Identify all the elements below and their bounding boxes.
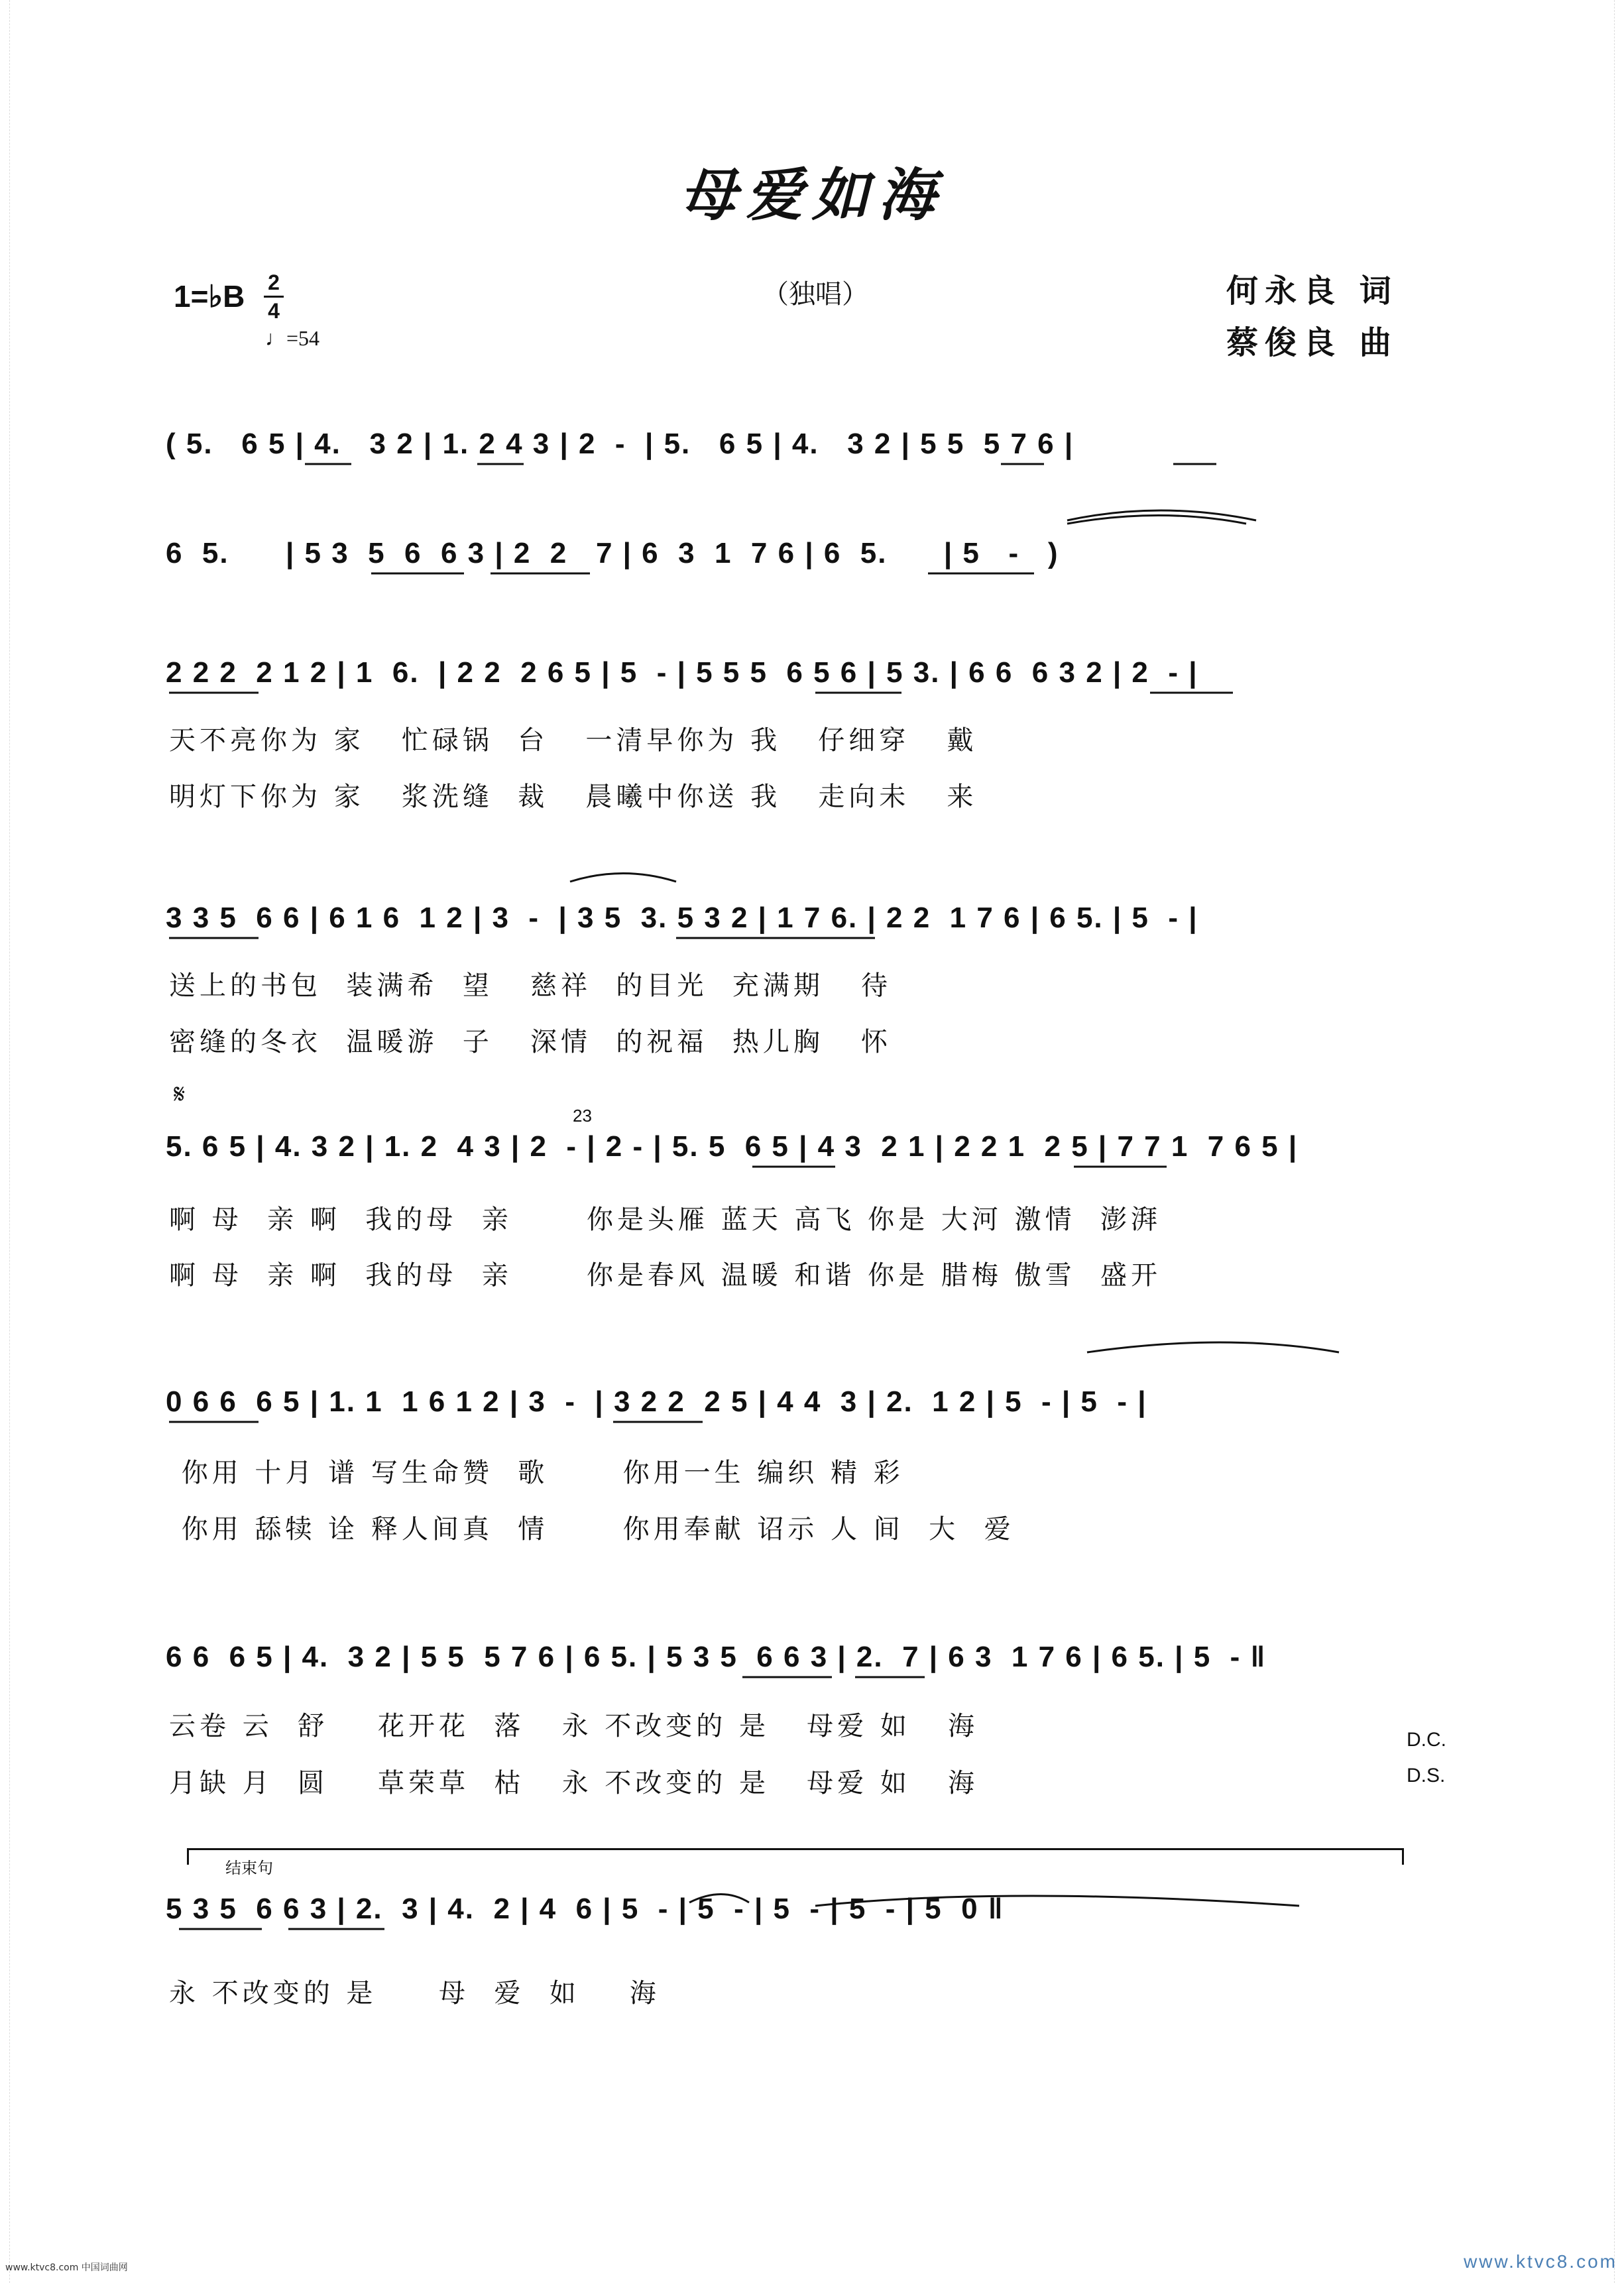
notes-line-4: 3 3 5 6 6 | 6 1 6 1 2 | 3 - | 3 5 3. 5 3 2 | 1 7 6. | 2 2 1 7 6 | 6 5. | 5 - | — [166, 902, 1198, 934]
grace-notes: 23 — [573, 1106, 592, 1126]
slur-5 — [815, 1896, 1299, 1906]
notes-line-1: ( 5. 6 5 | 4. 3 2 | 1. 2 4 3 | 2 - | 5. 6 5 | 4. 3 2 | 5 5 5 7 6 | — [166, 428, 1074, 460]
time-signature-top: 2 — [268, 270, 280, 294]
song-title: 母爱如海 — [679, 162, 945, 229]
key-signature: 1=♭B — [174, 279, 245, 314]
notes-line-8: 5 3 5 6 6 3 | 2. 3 | 4. 2 | 4 6 | 5 - | 5 - | 5 - | 5 - | 5 0 ‖ — [166, 1893, 1004, 1925]
notes-line-7: 6 6 6 5 | 4. 3 2 | 5 5 5 7 6 | 6 5. | 5 3 5 6 6 3 | 2. 7 | 6 3 1 7 6 | 6 5. | 5 - ‖ — [166, 1641, 1267, 1673]
lyrics-line-7a: 云卷 云 舒 花开花 落 永 不改变的 是 母爱 如 海 — [169, 1711, 979, 1741]
notes-line-6: 0 6 6 6 5 | 1. 1 1 6 1 2 | 3 - | 3 2 2 2 5 | 4 4 3 | 2. 1 2 | 5 - | 5 - | — [166, 1385, 1147, 1418]
lyrics-line-4a: 送上的书包 装满希 望 慈祥 的目光 充满期 待 — [169, 970, 892, 1001]
lyrics-line-3a: 天不亮你为 家 忙碌锅 台 一清早你为 我 仔细穿 戴 — [169, 725, 978, 756]
time-signature-bottom: 4 — [268, 299, 280, 323]
notes-line-5: 5. 6 5 | 4. 3 2 | 1. 2 4 3 | 2 - | 2 - | 5. 5 6 5 | 4 3 2 1 | 2 2 1 2 5 | 7 7 1 7 6 5 | — [166, 1130, 1299, 1163]
footer-watermark: www.ktvc8.com — [1464, 2251, 1617, 2272]
slur-2 — [1067, 516, 1246, 524]
segno-sign: 𝄋 — [174, 1079, 186, 1110]
ending-label: 结束句 — [225, 1859, 273, 1877]
lyrics-line-4b: 密缝的冬衣 温暖游 子 深情 的祝福 热儿胸 怀 — [169, 1027, 892, 1057]
slur-3 — [570, 874, 676, 882]
lyrics-line-3b: 明灯下你为 家 浆洗缝 裁 晨曦中你送 我 走向未 来 — [169, 782, 978, 812]
notes-line-3: 2 2 2 2 1 2 | 1 6. | 2 2 2 6 5 | 5 - | 5 5 5 6 5 6 | 5 3. | 6 6 6 3 2 | 2 - | — [166, 656, 1198, 689]
ds-marking: D.S. — [1407, 1765, 1446, 1786]
tempo-marking: ♩=54 — [265, 326, 320, 350]
lyricist-credit: 何永良 词 — [1226, 272, 1398, 310]
slur-4 — [1087, 1342, 1339, 1352]
lyrics-line-8a: 永 不改变的 是 母 爱 如 海 — [169, 1978, 660, 2009]
notes-line-2: 6 5. | 5 3 5 6 6 3 | 2 2 7 | 6 3 1 7 6 | 6 5. | 5 - ) — [166, 537, 1059, 569]
lyrics-line-5a: 啊 母 亲 啊 我的母 亲 你是头雁 蓝天 高飞 你是 大河 激情 澎湃 — [169, 1204, 1162, 1235]
lyrics-line-6b: 你用 舔犊 诠 释人间真 情 你用奉献 诏示 人 间 大 爱 — [169, 1514, 1015, 1545]
lyrics-line-6a: 你用 十月 谱 写生命赞 歌 你用一生 编织 精 彩 — [169, 1458, 904, 1488]
footer-site-small: www.ktvc8.com 中国词曲网 — [5, 2262, 128, 2273]
lyrics-line-5b: 啊 母 亲 啊 我的母 亲 你是春风 温暖 和谐 你是 腊梅 傲雪 盛开 — [169, 1260, 1162, 1291]
performance-type: （独唱） — [762, 279, 868, 310]
slur-6 — [689, 1895, 749, 1903]
composer-credit: 蔡俊良 曲 — [1226, 324, 1398, 361]
lyrics-line-7b: 月缺 月 圆 草荣草 枯 永 不改变的 是 母爱 如 海 — [169, 1768, 979, 1798]
dc-marking: D.C. — [1407, 1729, 1446, 1751]
